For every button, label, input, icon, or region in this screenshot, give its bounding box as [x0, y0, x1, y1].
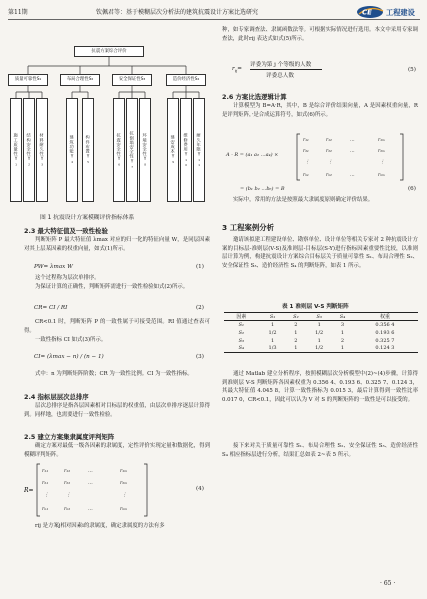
- figure1-indicator-node: 施工质量性Y₁: [10, 98, 22, 202]
- paragraph-2-6-a: 计算模型为 B=A·R，其中，B 是综合评价结果向量，A 是因素权重向量，R 是评判矩阵，·是合成运算符号，如式(6)所示。: [222, 103, 418, 118]
- table-cell: 1: [270, 337, 275, 344]
- svg-text:rₙₘ: rₙₘ: [120, 507, 128, 512]
- table-cell: 1: [294, 345, 298, 352]
- svg-text:rₙₘ: rₙₘ: [378, 173, 385, 178]
- figure1-group-s2: 布局合理性S₂: [60, 74, 100, 86]
- equation-1-number: (1): [196, 264, 204, 270]
- equation-6-result: = (b₁ b₂ …b₆) = B: [240, 186, 285, 192]
- equation-4-matrix: [24, 460, 174, 520]
- table1-header: S₃: [316, 313, 322, 320]
- paragraph-3-b: 通过 Matlab 建立分析程序，按照模糊层次分析模型中(2)~(4)步骤，计算得到准则层 V-S 判断矩阵各因素权重为 0.356 4、0.193 6、0.325 7、0.124 3，其最大特征值 4.045 8，计算一致性指标为 0.015 3，最后计算得到一致性比率 0.017 0，CR<0.1，因此可以认为 V 对 S 的判断矩阵的一致性是可以接受的。: [222, 371, 418, 403]
- paragraph-2-5-b: rij 是方案j相对因素i的隶属度，确定隶属度的方法有多: [35, 523, 165, 529]
- svg-text:r₁₂: r₁₂: [326, 138, 332, 143]
- table-cell: 0.193 6: [375, 329, 395, 336]
- table-cell: 1: [270, 321, 275, 328]
- figure1-indicator-node: 抗震安全性Y₆: [113, 98, 125, 202]
- paragraph-2-3-c: 为保证计算的正确性，判断矩阵需进行一致性检验如式(2)所示。: [35, 284, 189, 290]
- svg-text:r₁ₘ: r₁ₘ: [378, 138, 385, 143]
- equation-6-lhs: A · R = (a₁ a₂ …a₄) ×: [226, 152, 279, 158]
- header-issue: 第11期: [8, 9, 28, 16]
- svg-text:r₂₁: r₂₁: [303, 149, 309, 154]
- svg-text:⋮: ⋮: [44, 493, 49, 498]
- equation-4-number: (4): [196, 486, 204, 492]
- figure1-root-node: 抗震方案综合评价: [74, 46, 144, 57]
- svg-text:rₙ₁: rₙ₁: [42, 507, 49, 512]
- svg-text:r₂₂: r₂₂: [326, 149, 332, 154]
- table-cell: S₃: [238, 337, 245, 344]
- table1-caption: 表 1 准则层 V-S 判断矩阵: [282, 304, 349, 310]
- figure1-group-s1: 质量可靠性S₁: [8, 74, 48, 86]
- table-cell: 2: [340, 337, 345, 344]
- svg-text:rₙ₁: rₙ₁: [303, 173, 309, 178]
- figure1-caption: 图 1 抗震设计方案模糊评价指标体系: [40, 215, 135, 221]
- table-cell: 1: [340, 345, 345, 352]
- equation-6-number: (6): [408, 186, 416, 192]
- table-cell: 2: [294, 337, 298, 344]
- svg-text:…: …: [350, 138, 355, 143]
- table1-header: 权重: [379, 314, 390, 320]
- equation-5-fraction-bar: [250, 69, 322, 70]
- table-cell: 1: [340, 329, 345, 336]
- header-title: 钦佩君等：基于模糊层次分析法的建筑抗震设计方案比选研究: [96, 9, 259, 16]
- figure1-group-s3: 安全保证性S₃: [112, 74, 152, 86]
- equation-6-matrix: [296, 132, 406, 182]
- paragraph-2-3-a: 判断矩阵 P 最大特征值 λmax 对应的归一化的特征向量 W，是同层因素对其上层某因素的权重向量，如式(1)所示。: [24, 237, 210, 252]
- equation-1: PW= λmax W: [34, 264, 73, 270]
- table1-header: S₄: [339, 313, 346, 320]
- svg-text:r₂₁: r₂₁: [42, 481, 49, 486]
- svg-text:⋮: ⋮: [122, 493, 127, 498]
- svg-text:⋮: ⋮: [380, 160, 385, 165]
- equation-5-numerator: 评委为第 j 个等级的人数: [250, 62, 312, 68]
- figure1-indicator-node: 构件布置Y₅: [82, 98, 94, 202]
- svg-text:r₁₁: r₁₁: [42, 469, 49, 474]
- svg-text:r₁ₘ: r₁ₘ: [120, 469, 128, 474]
- svg-text:…: …: [350, 173, 355, 178]
- table-cell: 2: [294, 321, 298, 328]
- equation-5-number: (5): [408, 67, 416, 73]
- svg-text:R=: R=: [24, 487, 34, 494]
- figure1-indicator-node: 环境安全性Y₈: [139, 98, 151, 202]
- svg-text:r₂ₘ: r₂ₘ: [378, 149, 385, 154]
- equation-2: CR= CI / RI: [34, 305, 68, 311]
- page-number: · 65 ·: [380, 580, 396, 587]
- svg-text:⋮: ⋮: [328, 160, 333, 165]
- table1-header: 因素: [236, 314, 247, 320]
- equation-3-number: (3): [196, 354, 204, 360]
- paragraph-2-3-d: CR<0.1 时，判断矩阵 P 的一致性属于可接受范围。RI 值通过查表可得。: [24, 319, 210, 334]
- heading-2-6: 2.6 方案比选逻辑计算: [222, 93, 287, 101]
- heading-3: 3 工程案例分析: [222, 223, 275, 232]
- table-cell: 0.124 3: [375, 345, 395, 352]
- paragraph-3-a: 邀请该拟建工程建设单位、勘察单位、设计单位等相关专家对 2 种抗震设计方案的目标层-准则层(V-S)及准则层-目标层(S-Y)进行指标因素重要性比较，以准则层计算为例，构建抗震设计方案综合目标层关于质量可靠性 S₁、布局合理性 S₂、安全保证性 S₃、造价经济性 S₄ 的判断矩阵，如表 1 所示。: [222, 237, 418, 269]
- equation-3: CI= (λmax − n) / (n − 1): [34, 354, 104, 360]
- table-cell: 1: [294, 329, 298, 336]
- equation-5-lhs: $r_{ij}=$: [232, 66, 242, 74]
- table-row: [224, 329, 418, 337]
- svg-text:⋮: ⋮: [305, 160, 310, 165]
- table-cell: 1/2: [315, 345, 324, 352]
- journal-logo: [356, 5, 420, 19]
- paragraph-2-4: 层次总排序是指各层因素相对目标层的权重值，由层次单排序逐层计算得到。同样地，也需要进行一致性检验。: [24, 403, 210, 418]
- table-cell: S₄: [238, 345, 245, 352]
- heading-2-4: 2.4 指标层层次总排序: [24, 393, 89, 401]
- heading-2-5: 2.5 建立方案集隶属度评判矩阵: [24, 433, 115, 441]
- table-cell: 0.325 7: [375, 337, 395, 344]
- table-cell: S₂: [238, 329, 245, 336]
- figure1-indicator-node: 建安成本Y₉: [167, 98, 179, 202]
- figure1-indicator-node: 结构安全性Y₂: [23, 98, 35, 202]
- heading-2-3: 2.3 最大特征值及一致性检验: [24, 227, 108, 235]
- figure1-indicator-node: 维修费用Y₁₀: [180, 98, 192, 202]
- paragraph-2-3-e: 一致性指标 CI 如式(3)所示。: [35, 337, 107, 343]
- table-cell: 1: [317, 337, 321, 344]
- table-cell: 1/2: [315, 329, 324, 336]
- figure1-indicator-node: 建筑功能Y₄: [66, 98, 78, 202]
- figure1-indicator-node: 抗倒塌安全性Y₇: [126, 98, 138, 202]
- paragraph-2-3-b: 这个过程称为层次单排序。: [35, 275, 100, 281]
- figure1-indicator-node: 材料耐久性Y₃: [36, 98, 48, 202]
- table1-header: S₂: [293, 313, 299, 320]
- paragraph-2-5: 确定方案对最低一级各因素的隶属度，定性评价实现定量和数据化，得到模糊评判矩阵。: [24, 443, 210, 458]
- equation-5-denominator: 评委总人数: [266, 73, 294, 79]
- svg-text:r₂ₘ: r₂ₘ: [120, 481, 128, 486]
- paragraph-3-c: 接下来对关于质量可靠性 S₁、布局合理性 S₂、安全保证性 S₃、造价经济性 S₄ 相应指标层进行分析，结果汇总如表 2~表 5 所示。: [222, 443, 418, 458]
- paragraph-2-3-f: 式中：n 为判断矩阵阶数；CR 为一致性比例。CI 为一致性指标。: [35, 371, 193, 377]
- table-cell: 1/3: [268, 345, 277, 352]
- table-row: [224, 345, 418, 353]
- table-row: [224, 337, 418, 345]
- svg-text:rₙ₂: rₙ₂: [326, 173, 332, 178]
- svg-text:…: …: [88, 481, 93, 486]
- table-row: [224, 321, 418, 329]
- table1-header: S₁: [269, 313, 276, 320]
- figure1-indicator-node: 耐久年限Y₁₁: [193, 98, 205, 202]
- figure1-group-s4: 造价经济性S₄: [166, 74, 206, 86]
- svg-text:CE: CE: [362, 8, 372, 17]
- svg-text:r₁₁: r₁₁: [303, 138, 309, 143]
- paragraph-right-1: 种，如专家调查法、隶属函数法等。可根据实际情况进行选用。本文中采用专家调查法，此时rij 表达式如式(5)所示。: [222, 27, 418, 42]
- table-cell: S₁: [238, 321, 245, 328]
- table1: [224, 312, 418, 353]
- paragraph-2-6-b: 实际中，常用的方法是按照最大隶属度原则确定评价结果。: [233, 197, 374, 203]
- svg-text:工程建设: 工程建设: [386, 8, 415, 17]
- svg-text:r₁₂: r₁₂: [64, 469, 71, 474]
- svg-text:⋮: ⋮: [66, 493, 71, 498]
- equation-2-number: (2): [196, 305, 204, 311]
- svg-text:…: …: [350, 149, 355, 154]
- svg-text:…: …: [88, 507, 93, 512]
- svg-text:rₙ₂: rₙ₂: [64, 507, 71, 512]
- table-cell: 3: [340, 321, 345, 328]
- table-cell: 1: [317, 321, 321, 328]
- svg-text:r₂₂: r₂₂: [64, 481, 71, 486]
- svg-text:…: …: [88, 469, 93, 474]
- table-cell: 1/2: [268, 329, 277, 336]
- table-cell: 0.356 4: [375, 321, 395, 328]
